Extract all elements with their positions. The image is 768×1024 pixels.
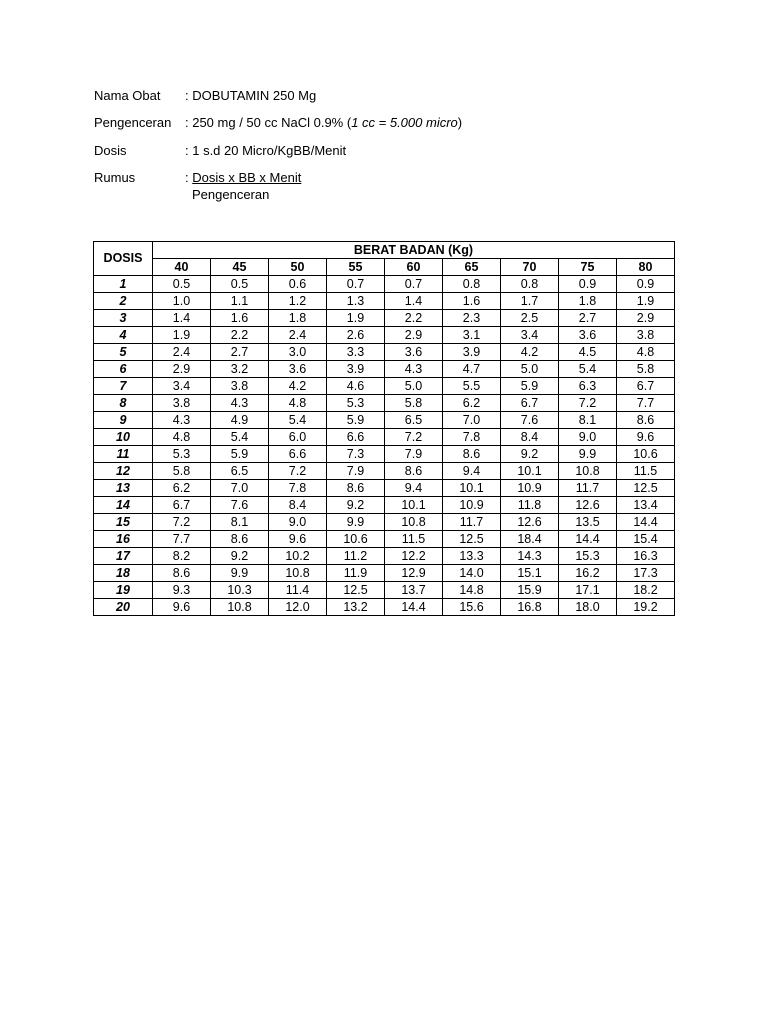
table-cell: 7.0 (443, 412, 501, 429)
table-cell: 7.3 (327, 446, 385, 463)
table-cell: 5.8 (153, 463, 211, 480)
table-row (94, 514, 675, 531)
dose-cell: 5 (94, 344, 153, 361)
table-cell: 4.3 (211, 395, 269, 412)
pengenceran-value (185, 115, 462, 131)
table-cell: 3.4 (501, 327, 559, 344)
berat-badan-header: BERAT BADAN (Kg) (153, 242, 675, 259)
rumus-denominator: Pengenceran (192, 187, 270, 202)
table-cell: 7.2 (385, 429, 443, 446)
table-cell: 7.6 (501, 412, 559, 429)
table-cell: 4.5 (559, 344, 617, 361)
table-cell: 2.4 (269, 327, 327, 344)
dose-cell: 19 (94, 582, 153, 599)
rumus-formula (185, 170, 301, 186)
table-cell: 8.6 (443, 446, 501, 463)
table-cell: 7.7 (617, 395, 675, 412)
table-cell: 10.6 (617, 446, 675, 463)
weight-header-cell: 80 (617, 259, 675, 276)
rumus-numerator: Dosis x BB x Menit (192, 170, 302, 185)
table-cell: 1.0 (153, 293, 211, 310)
table-cell: 3.8 (211, 378, 269, 395)
table-cell: 5.0 (385, 378, 443, 395)
dose-table-body (94, 276, 675, 616)
rumus-label: Rumus (94, 170, 136, 185)
table-cell: 7.8 (269, 480, 327, 497)
table-cell: 3.6 (559, 327, 617, 344)
dose-cell: 6 (94, 361, 153, 378)
table-row (94, 344, 675, 361)
table-cell: 8.6 (385, 463, 443, 480)
table-cell: 3.1 (443, 327, 501, 344)
table-cell: 12.5 (617, 480, 675, 497)
table-cell: 3.9 (327, 361, 385, 378)
table-cell: 1.6 (443, 293, 501, 310)
table-cell: 8.1 (211, 514, 269, 531)
table-cell: 0.8 (501, 276, 559, 293)
table-cell: 2.7 (559, 310, 617, 327)
table-cell: 1.9 (153, 327, 211, 344)
table-row (94, 463, 675, 480)
table-cell: 11.7 (559, 480, 617, 497)
table-cell: 3.8 (153, 395, 211, 412)
table-cell: 5.3 (327, 395, 385, 412)
table-cell: 2.2 (385, 310, 443, 327)
table-cell: 17.1 (559, 582, 617, 599)
table-cell: 5.9 (211, 446, 269, 463)
dose-cell: 20 (94, 599, 153, 616)
table-cell: 2.9 (153, 361, 211, 378)
dose-cell: 4 (94, 327, 153, 344)
table-row (94, 565, 675, 582)
dose-cell: 18 (94, 565, 153, 582)
table-cell: 18.0 (559, 599, 617, 616)
table-cell: 2.9 (617, 310, 675, 327)
table-cell: 5.4 (269, 412, 327, 429)
table-cell: 11.2 (327, 548, 385, 565)
table-cell: 9.4 (443, 463, 501, 480)
table-cell: 8.6 (327, 480, 385, 497)
table-cell: 16.3 (617, 548, 675, 565)
table-cell: 10.2 (269, 548, 327, 565)
table-cell: 4.3 (153, 412, 211, 429)
table-cell: 9.9 (327, 514, 385, 531)
table-row (94, 497, 675, 514)
table-row (94, 412, 675, 429)
table-row (94, 429, 675, 446)
table-cell: 14.4 (559, 531, 617, 548)
table-cell: 2.3 (443, 310, 501, 327)
table-cell: 6.6 (269, 446, 327, 463)
table-cell: 14.3 (501, 548, 559, 565)
table-cell: 6.0 (269, 429, 327, 446)
table-cell: 16.8 (501, 599, 559, 616)
table-cell: 6.7 (617, 378, 675, 395)
table-cell: 8.4 (501, 429, 559, 446)
table-cell: 15.6 (443, 599, 501, 616)
pengenceran-value-end: ) (457, 115, 463, 130)
table-cell: 2.5 (501, 310, 559, 327)
table-cell: 9.6 (269, 531, 327, 548)
table-cell: 19.2 (617, 599, 675, 616)
table-cell: 3.6 (269, 361, 327, 378)
weight-header-cell: 75 (559, 259, 617, 276)
table-cell: 1.9 (327, 310, 385, 327)
table-cell: 3.8 (617, 327, 675, 344)
table-row (94, 327, 675, 344)
table-cell: 0.6 (269, 276, 327, 293)
table-cell: 11.9 (327, 565, 385, 582)
table-cell: 1.4 (385, 293, 443, 310)
dose-cell: 14 (94, 497, 153, 514)
table-cell: 9.3 (153, 582, 211, 599)
table-cell: 10.1 (501, 463, 559, 480)
table-cell: 7.8 (443, 429, 501, 446)
table-cell: 6.2 (153, 480, 211, 497)
pengenceran-label: Pengenceran (94, 115, 172, 130)
table-cell: 6.2 (443, 395, 501, 412)
table-cell: 14.4 (385, 599, 443, 616)
table-cell: 10.9 (443, 497, 501, 514)
table-cell: 13.4 (617, 497, 675, 514)
table-cell: 5.8 (385, 395, 443, 412)
weight-header-cell: 65 (443, 259, 501, 276)
table-cell: 10.6 (327, 531, 385, 548)
table-cell: 9.4 (385, 480, 443, 497)
dose-cell: 10 (94, 429, 153, 446)
dose-cell: 12 (94, 463, 153, 480)
table-row (94, 582, 675, 599)
table-cell: 0.9 (617, 276, 675, 293)
table-cell: 12.6 (501, 514, 559, 531)
table-cell: 3.6 (385, 344, 443, 361)
dose-cell: 13 (94, 480, 153, 497)
table-cell: 4.8 (153, 429, 211, 446)
table-row (94, 378, 675, 395)
table-cell: 1.1 (211, 293, 269, 310)
table-cell: 6.3 (559, 378, 617, 395)
table-cell: 10.8 (559, 463, 617, 480)
table-cell: 4.2 (501, 344, 559, 361)
table-cell: 8.2 (153, 548, 211, 565)
table-cell: 9.0 (269, 514, 327, 531)
table-cell: 7.6 (211, 497, 269, 514)
table-cell: 5.3 (153, 446, 211, 463)
pengenceran-value-main: : 250 mg / 50 cc NaCl 0.9% ( (185, 115, 352, 130)
dosis-column-header: DOSIS (94, 242, 153, 276)
dose-cell: 2 (94, 293, 153, 310)
table-cell: 5.9 (501, 378, 559, 395)
table-row (94, 276, 675, 293)
table-cell: 7.9 (385, 446, 443, 463)
table-cell: 5.5 (443, 378, 501, 395)
table-cell: 6.6 (327, 429, 385, 446)
weight-header-cell: 70 (501, 259, 559, 276)
table-cell: 14.0 (443, 565, 501, 582)
table-cell: 4.8 (269, 395, 327, 412)
nama-obat-value: : DOBUTAMIN 250 Mg (185, 88, 317, 103)
table-cell: 6.7 (501, 395, 559, 412)
table-cell: 10.9 (501, 480, 559, 497)
table-cell: 10.1 (385, 497, 443, 514)
table-cell: 12.5 (327, 582, 385, 599)
table-cell: 7.2 (269, 463, 327, 480)
table-cell: 6.7 (153, 497, 211, 514)
table-cell: 9.9 (559, 446, 617, 463)
table-cell: 12.2 (385, 548, 443, 565)
table-cell: 8.4 (269, 497, 327, 514)
table-cell: 15.9 (501, 582, 559, 599)
pengenceran-value-note: 1 cc = 5.000 micro (351, 115, 458, 130)
table-cell: 10.8 (269, 565, 327, 582)
table-cell: 0.5 (211, 276, 269, 293)
table-cell: 8.6 (153, 565, 211, 582)
table-cell: 1.8 (559, 293, 617, 310)
table-cell: 7.2 (559, 395, 617, 412)
table-cell: 13.5 (559, 514, 617, 531)
table-cell: 5.9 (327, 412, 385, 429)
table-cell: 11.7 (443, 514, 501, 531)
dose-cell: 16 (94, 531, 153, 548)
table-row (94, 293, 675, 310)
table-cell: 13.3 (443, 548, 501, 565)
table-cell: 2.9 (385, 327, 443, 344)
table-cell: 7.2 (153, 514, 211, 531)
table-cell: 0.7 (327, 276, 385, 293)
table-cell: 2.4 (153, 344, 211, 361)
table-cell: 3.2 (211, 361, 269, 378)
table-cell: 3.9 (443, 344, 501, 361)
table-cell: 4.3 (385, 361, 443, 378)
table-cell: 14.8 (443, 582, 501, 599)
table-row (94, 361, 675, 378)
table-cell: 14.4 (617, 514, 675, 531)
table-cell: 12.5 (443, 531, 501, 548)
table-cell: 2.6 (327, 327, 385, 344)
table-cell: 4.9 (211, 412, 269, 429)
table-cell: 9.9 (211, 565, 269, 582)
table-cell: 0.8 (443, 276, 501, 293)
table-cell: 10.1 (443, 480, 501, 497)
table-cell: 18.2 (617, 582, 675, 599)
table-cell: 15.1 (501, 565, 559, 582)
weight-header-cell: 55 (327, 259, 385, 276)
table-cell: 13.7 (385, 582, 443, 599)
table-cell: 12.6 (559, 497, 617, 514)
table-cell: 2.2 (211, 327, 269, 344)
table-header-row (94, 242, 675, 259)
dose-cell: 1 (94, 276, 153, 293)
weight-header-cell: 60 (385, 259, 443, 276)
table-cell: 15.3 (559, 548, 617, 565)
dose-cell: 7 (94, 378, 153, 395)
table-cell: 9.2 (501, 446, 559, 463)
table-cell: 1.3 (327, 293, 385, 310)
table-cell: 8.6 (211, 531, 269, 548)
table-cell: 15.4 (617, 531, 675, 548)
table-cell: 12.9 (385, 565, 443, 582)
table-cell: 7.0 (211, 480, 269, 497)
table-cell: 4.2 (269, 378, 327, 395)
dose-table (93, 241, 675, 616)
table-cell: 10.8 (211, 599, 269, 616)
table-cell: 16.2 (559, 565, 617, 582)
table-cell: 9.6 (153, 599, 211, 616)
table-cell: 13.2 (327, 599, 385, 616)
table-row (94, 531, 675, 548)
dose-cell: 15 (94, 514, 153, 531)
table-cell: 1.2 (269, 293, 327, 310)
table-cell: 4.8 (617, 344, 675, 361)
dose-cell: 8 (94, 395, 153, 412)
table-cell: 5.4 (211, 429, 269, 446)
table-cell: 3.4 (153, 378, 211, 395)
weight-header-cell: 50 (269, 259, 327, 276)
table-cell: 3.3 (327, 344, 385, 361)
table-cell: 9.2 (211, 548, 269, 565)
table-cell: 1.7 (501, 293, 559, 310)
table-row (94, 310, 675, 327)
table-cell: 1.9 (617, 293, 675, 310)
table-cell: 3.0 (269, 344, 327, 361)
table-cell: 1.6 (211, 310, 269, 327)
weight-header-cell: 40 (153, 259, 211, 276)
table-cell: 11.8 (501, 497, 559, 514)
table-cell: 12.0 (269, 599, 327, 616)
table-cell: 5.4 (559, 361, 617, 378)
dose-cell: 17 (94, 548, 153, 565)
table-row (94, 480, 675, 497)
table-cell: 8.1 (559, 412, 617, 429)
table-cell: 4.7 (443, 361, 501, 378)
table-cell: 2.7 (211, 344, 269, 361)
dose-cell: 3 (94, 310, 153, 327)
table-cell: 9.6 (617, 429, 675, 446)
table-cell: 5.0 (501, 361, 559, 378)
table-cell: 4.6 (327, 378, 385, 395)
table-cell: 11.4 (269, 582, 327, 599)
table-cell: 6.5 (385, 412, 443, 429)
dose-cell: 11 (94, 446, 153, 463)
table-cell: 6.5 (211, 463, 269, 480)
table-cell: 7.7 (153, 531, 211, 548)
table-row (94, 548, 675, 565)
weights-header-row (94, 259, 675, 276)
nama-obat-label: Nama Obat (94, 88, 161, 103)
dosis-value: : 1 s.d 20 Micro/KgBB/Menit (185, 143, 347, 158)
table-cell: 7.9 (327, 463, 385, 480)
weight-header-cell: 45 (211, 259, 269, 276)
table-cell: 0.5 (153, 276, 211, 293)
table-cell: 17.3 (617, 565, 675, 582)
table-cell: 10.8 (385, 514, 443, 531)
table-cell: 0.7 (385, 276, 443, 293)
table-cell: 0.9 (559, 276, 617, 293)
table-cell: 11.5 (385, 531, 443, 548)
table-row (94, 446, 675, 463)
table-cell: 1.8 (269, 310, 327, 327)
dose-cell: 9 (94, 412, 153, 429)
table-cell: 9.2 (327, 497, 385, 514)
table-cell: 11.5 (617, 463, 675, 480)
table-row (94, 599, 675, 616)
table-cell: 1.4 (153, 310, 211, 327)
dosis-label: Dosis (94, 143, 127, 158)
table-cell: 5.8 (617, 361, 675, 378)
table-cell: 10.3 (211, 582, 269, 599)
table-cell: 8.6 (617, 412, 675, 429)
table-row (94, 395, 675, 412)
table-cell: 9.0 (559, 429, 617, 446)
table-cell: 18.4 (501, 531, 559, 548)
rumus-colon: : (185, 170, 193, 185)
